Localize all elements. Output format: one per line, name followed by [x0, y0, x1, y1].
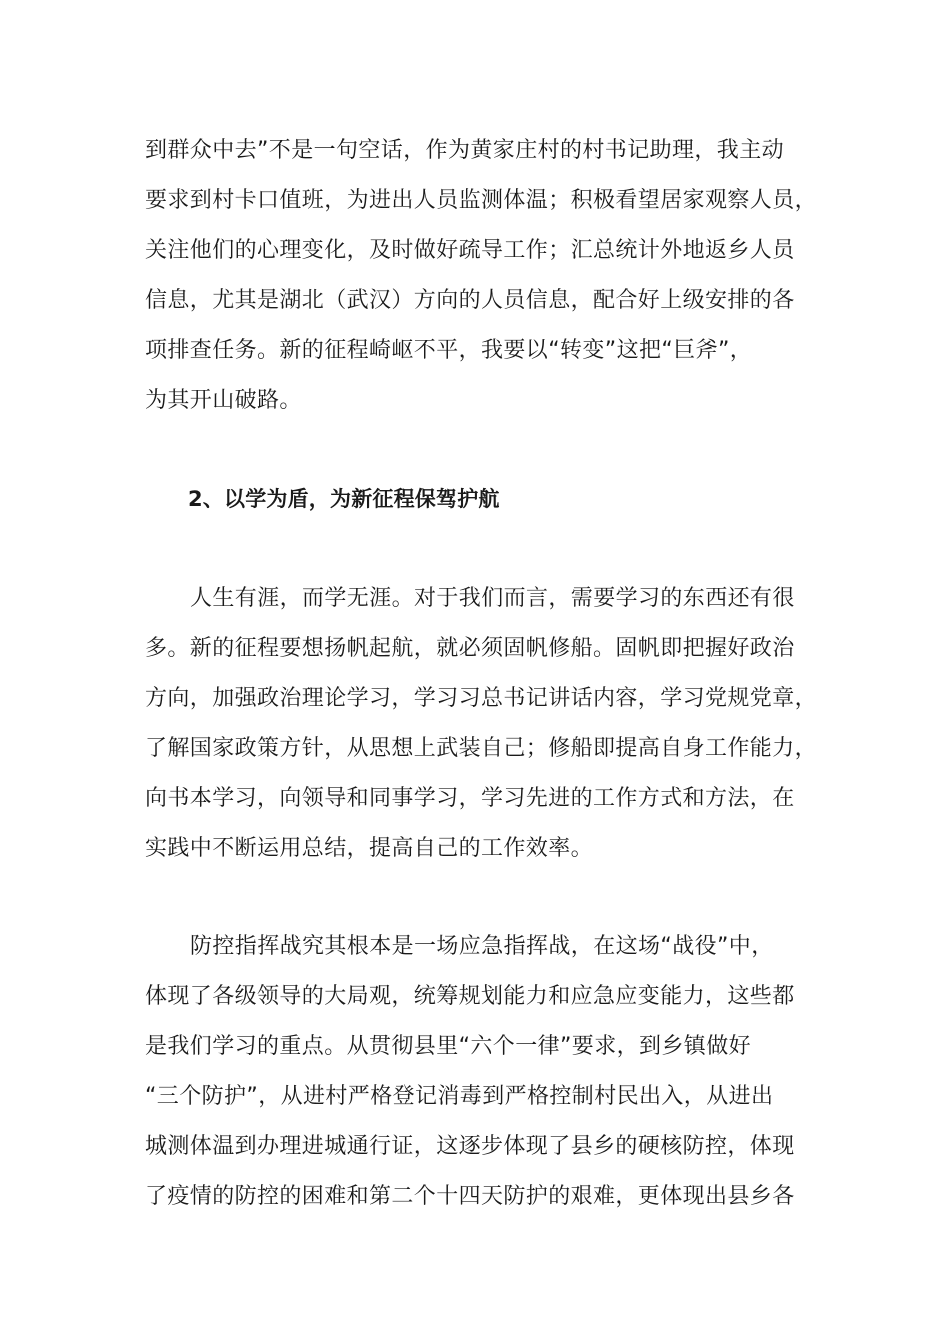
paragraph-3-line-5: 城测体温到办理进城通行证，这逐步体现了县乡的硬核防控，体现: [145, 1134, 795, 1159]
paragraph-2-line-5: 向书本学习，向领导和同事学习，学习先进的工作方式和方法，在: [145, 786, 795, 811]
paragraph-2-line-6: 实践中不断运用总结，提高自己的工作效率。: [145, 836, 594, 861]
paragraph-3-line-2: 体现了各级领导的大局观，统筹规划能力和应急应变能力，这些都: [145, 984, 795, 1009]
paragraph-2-line-2: 多。新的征程要想扬帆起航，就必须固帆修船。固帆即把握好政治: [145, 636, 795, 661]
paragraph-3-line-4: “三个防护”，从进村严格登记消毒到严格控制村民出入，从进出: [145, 1084, 774, 1109]
paragraph-2-line-3: 方向，加强政治理论学习，学习习总书记讲话内容，学习党规党章，: [145, 686, 818, 711]
paragraph-3-line-1: 防控指挥战究其根本是一场应急指挥战，在这场“战役”中，: [190, 934, 774, 959]
paragraph-1-line-5: 项排查任务。新的征程崎岖不平，我要以“转变”这把“巨斧”，: [145, 338, 753, 363]
paragraph-1-line-2: 要求到村卡口值班，为进出人员监测体温；积极看望居家观察人员，: [145, 188, 818, 213]
paragraph-1-line-1: 到群众中去”不是一句空话，作为黄家庄村的村书记助理，我主动: [145, 138, 784, 163]
paragraph-2-line-1: 人生有涯，而学无涯。对于我们而言，需要学习的东西还有很: [190, 586, 795, 611]
section-heading: 2、以学为盾，为新征程保驾护航: [188, 487, 500, 511]
paragraph-1-line-6: 为其开山破路。: [145, 388, 302, 413]
paragraph-3-line-3: 是我们学习的重点。从贯彻县里“六个一律”要求，到乡镇做好: [145, 1034, 751, 1059]
paragraph-3-line-6: 了疫情的防控的困难和第二个十四天防护的艰难，更体现出县乡各: [145, 1184, 795, 1209]
paragraph-1-line-3: 关注他们的心理变化，及时做好疏导工作；汇总统计外地返乡人员: [145, 238, 795, 263]
paragraph-2-line-4: 了解国家政策方针，从思想上武装自己；修船即提高自身工作能力，: [145, 736, 818, 761]
paragraph-1-line-4: 信息，尤其是湖北（武汉）方向的人员信息，配合好上级安排的各: [145, 288, 795, 313]
